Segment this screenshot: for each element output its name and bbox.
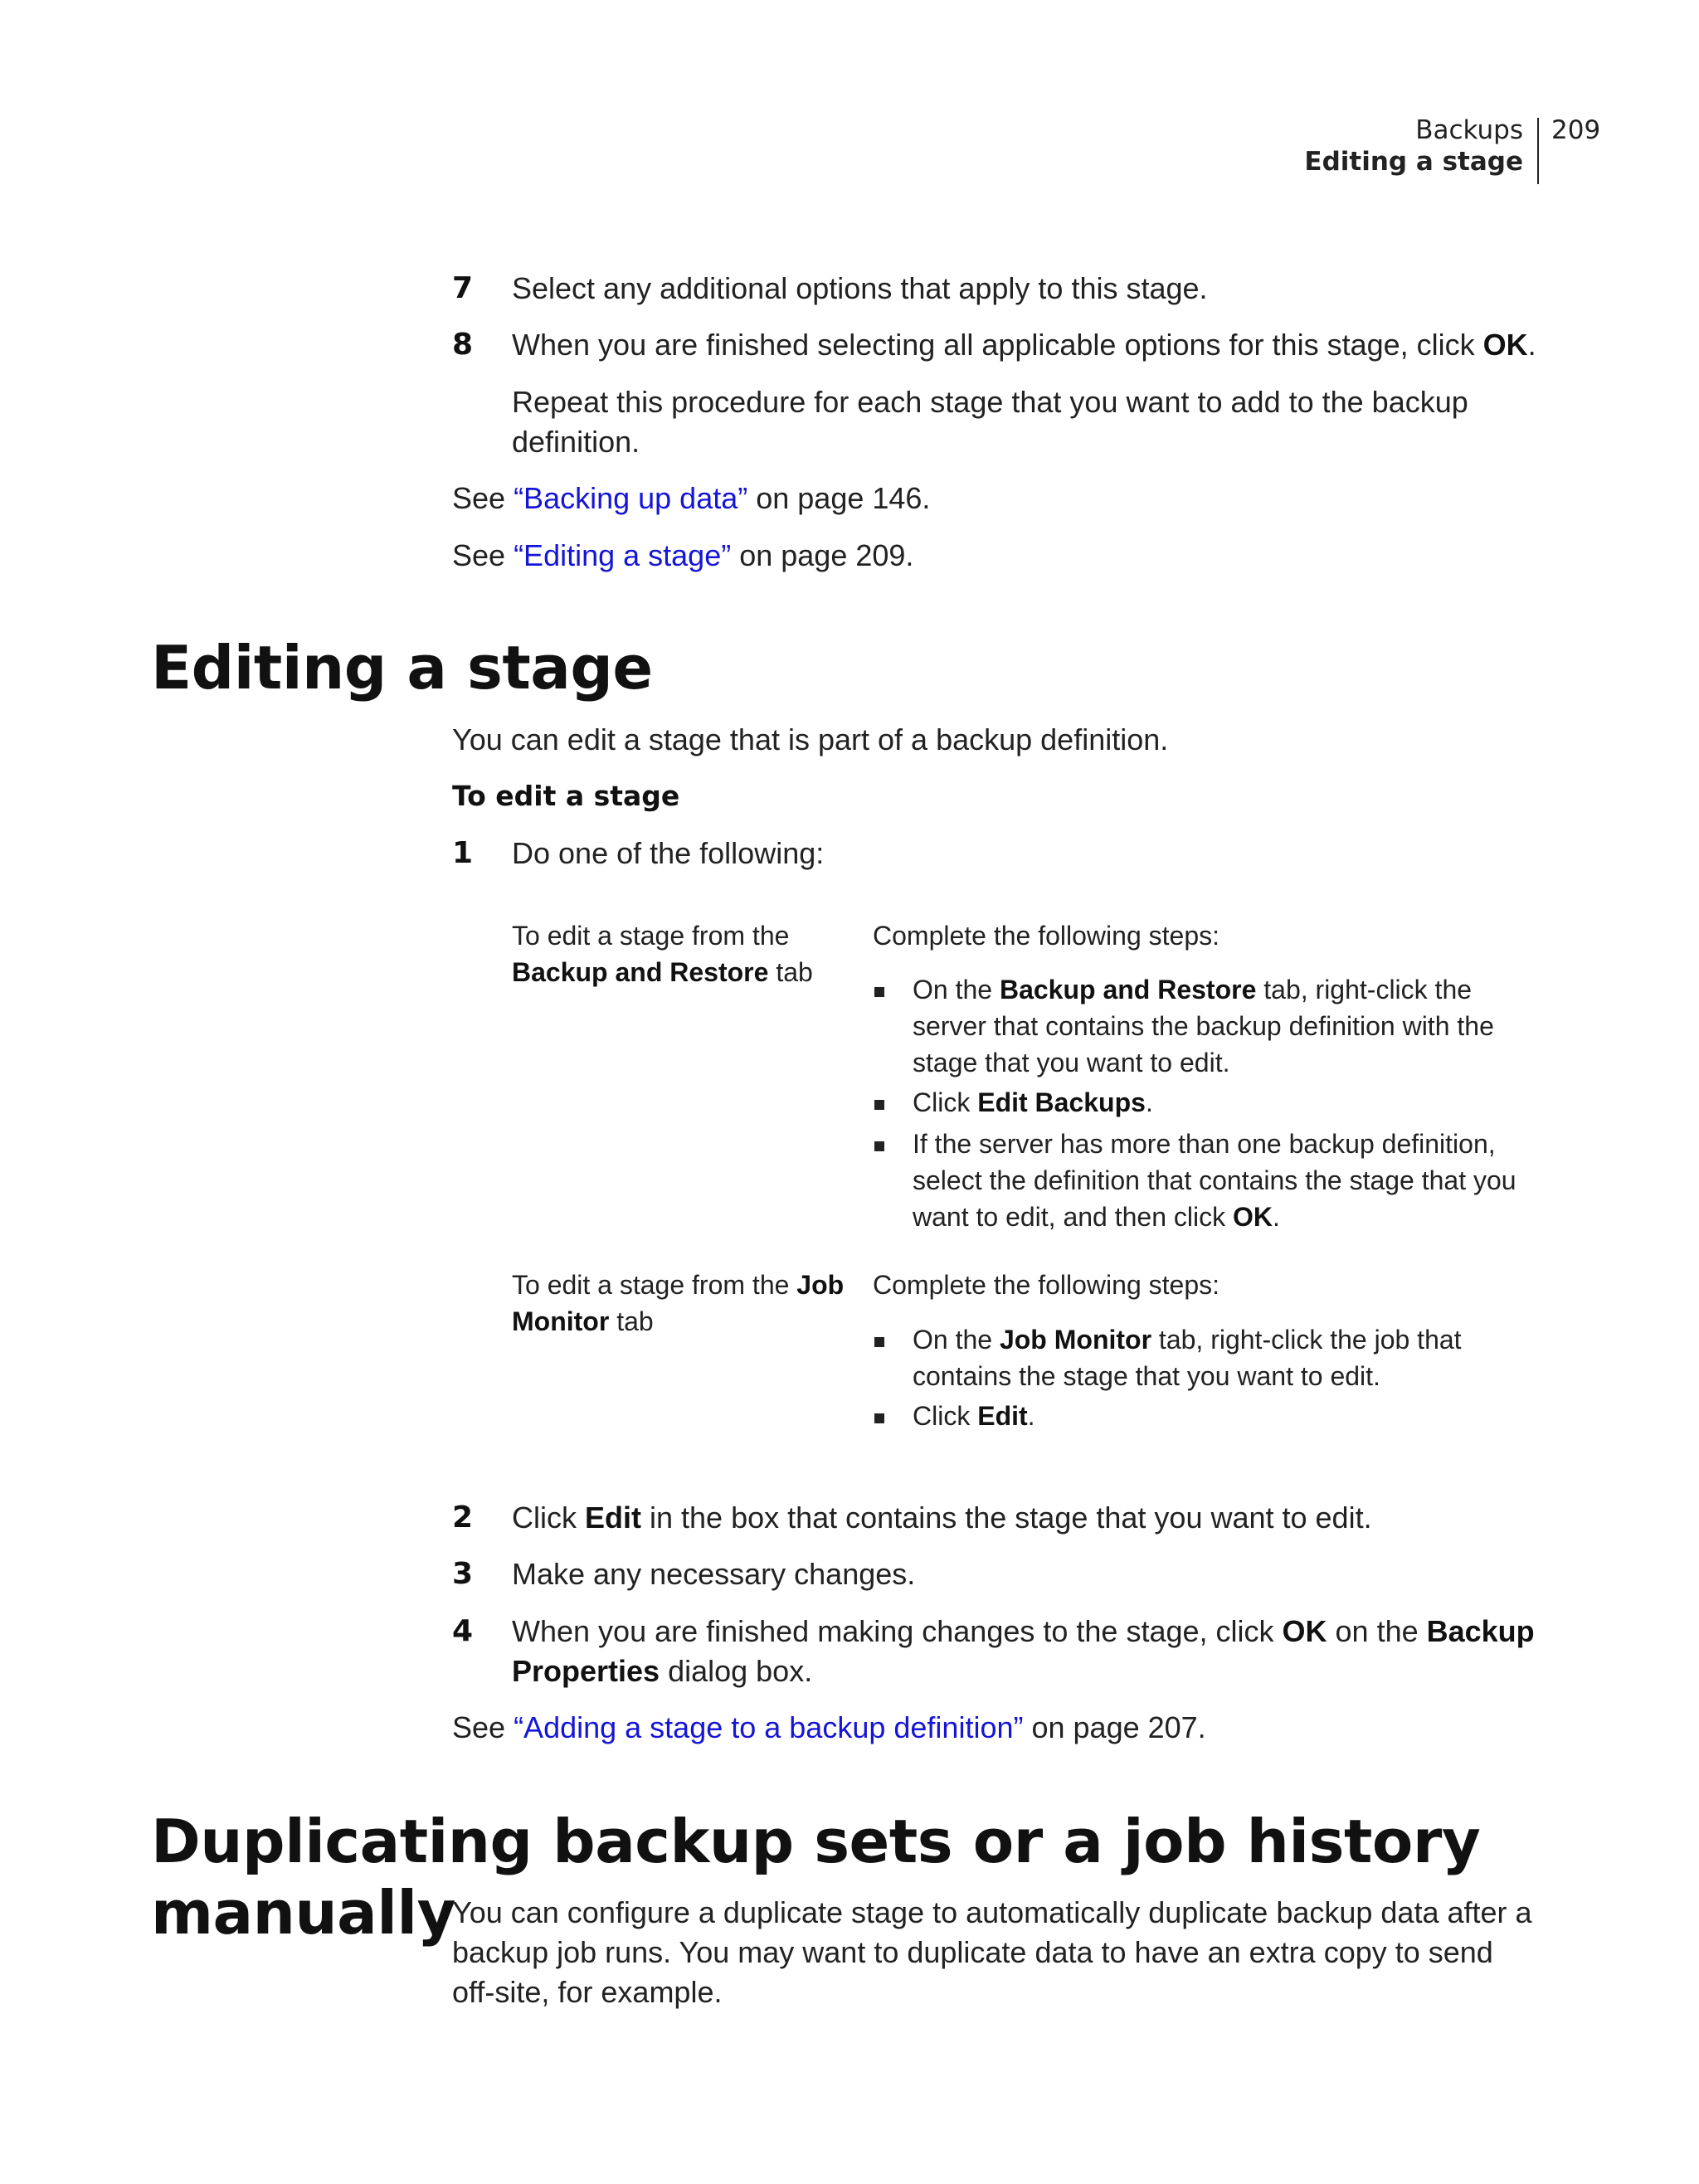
step-number: 4 <box>452 1614 474 1648</box>
cross-reference-link[interactable]: “Backing up data” <box>514 481 748 515</box>
header-title: Editing a stage <box>1304 147 1523 177</box>
running-header <box>1304 114 1523 178</box>
header-section: Backups <box>1415 115 1523 145</box>
step-text: Make any necessary changes. <box>512 1557 916 1591</box>
bullet-icon <box>874 987 884 997</box>
section-heading: Duplicating backup sets or a job history manually <box>151 1807 1481 1948</box>
see-also: See “Adding a stage to a backup definition” on page 207. <box>452 1710 1206 1744</box>
section-heading: Editing a stage <box>151 633 653 703</box>
step-text: Select any additional options that apply to this stage. <box>512 271 1208 305</box>
section-intro: You can configure a duplicate stage to automatically duplicate backup data after a backup job runs. You may want to duplicate data to have an extra copy to send off-site, for example. <box>452 1895 1532 2009</box>
cross-reference-link[interactable]: “Adding a stage to a backup definition” <box>514 1710 1024 1744</box>
step-number: 7 <box>452 271 474 305</box>
procedure-title: To edit a stage <box>452 780 680 812</box>
list-item: On the Backup and Restore tab, right-click the server that contains the backup definition with the stage that you want to edit. <box>913 975 1494 1077</box>
step-text: Do one of the following: <box>512 836 825 870</box>
step-number: 8 <box>452 328 474 362</box>
header-divider <box>1537 118 1539 184</box>
list-item: On the Job Monitor tab, right-click the job that contains the stage that you want to edit. <box>913 1325 1462 1391</box>
page-number: 209 <box>1551 115 1601 145</box>
table-cell-right-intro: Complete the following steps: <box>873 921 1219 951</box>
bullet-icon <box>874 1100 884 1110</box>
repeat-note: Repeat this procedure for each stage that you want to add to the backup definition. <box>512 385 1468 459</box>
cross-reference-link[interactable]: “Editing a stage” <box>514 538 732 572</box>
step-number: 2 <box>452 1501 474 1535</box>
step-text: Click Edit in the box that contains the stage that you want to edit. <box>512 1501 1372 1535</box>
step-text: When you are finished making changes to the stage, click OK on the Backup Properties dialog box. <box>512 1614 1535 1688</box>
bullet-icon <box>874 1141 884 1151</box>
table-cell-left: To edit a stage from the Job Monitor tab <box>512 1270 845 1336</box>
step-number: 3 <box>452 1557 474 1591</box>
see-also: See “Editing a stage” on page 209. <box>452 538 914 572</box>
table-cell-left: To edit a stage from the Backup and Restore tab <box>512 921 813 987</box>
list-item: If the server has more than one backup definition, select the definition that contains the stage that you want to edit, and then click OK. <box>913 1129 1516 1232</box>
step-number: 1 <box>452 836 474 870</box>
see-also: See “Backing up data” on page 146. <box>452 481 931 515</box>
bullet-icon <box>874 1413 884 1423</box>
list-item: Click Edit Backups. <box>913 1087 1153 1117</box>
section-intro: You can edit a stage that is part of a backup definition. <box>452 722 1169 756</box>
bullet-icon <box>874 1337 884 1347</box>
step-text: When you are finished selecting all applicable options for this stage, click OK. <box>512 328 1536 362</box>
list-item: Click Edit. <box>913 1401 1035 1431</box>
table-cell-right-intro: Complete the following steps: <box>873 1270 1219 1300</box>
